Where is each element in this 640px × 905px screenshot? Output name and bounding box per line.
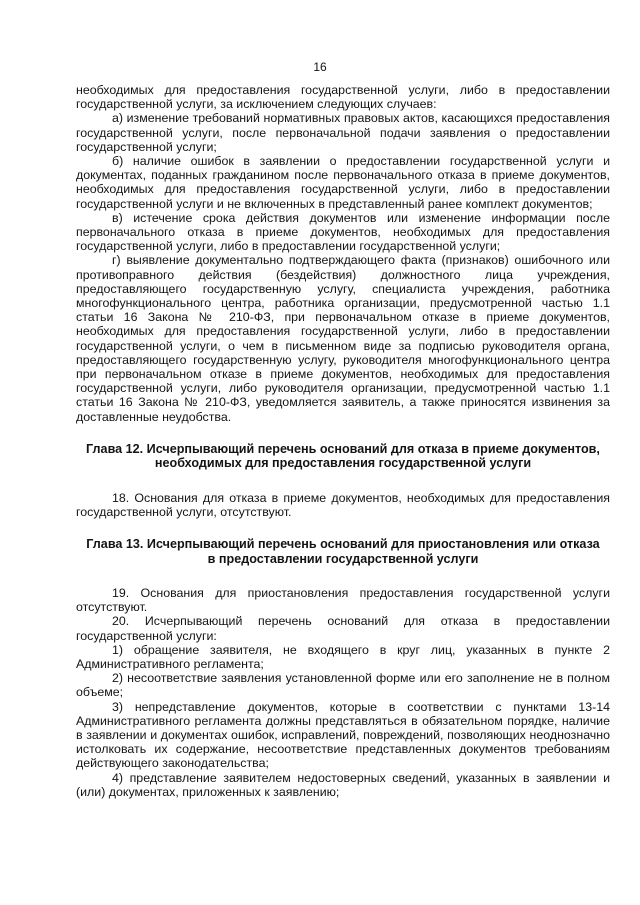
chapter-13-heading-line2: в предоставлении государственной услуги <box>207 551 479 566</box>
chapter-12-heading <box>76 442 610 471</box>
page-number: 16 <box>313 60 327 74</box>
list-item-4: 4) представление заявителем недостоверных сведений, указанных в заявлении и (или) документах, приложенных к заявлению; <box>76 770 610 799</box>
paragraph-item-b: б) наличие ошибок в заявлении о предоставлении государственной услуги и документах, поданных гражданином после первоначального отказа в приеме документов, необходимых для предоставления государственной услуги, либо в предоставлении государственной услуги и не включенных в представленный ранее комплект документов; <box>76 154 610 211</box>
chapter-13-heading <box>76 537 610 566</box>
chapter-12-heading-line1: Глава 12. Исчерпывающий перечень оснований для отказа в приеме документов, <box>86 441 600 456</box>
chapter-13-heading-line1: Глава 13. Исчерпывающий перечень оснований для приостановления или отказа <box>86 537 600 552</box>
paragraph-18: 18. Основания для отказа в приеме документов, необходимых для предоставления государственной услуги, отсутствуют. <box>76 490 610 519</box>
list-item-1: 1) обращение заявителя, не входящего в круг лиц, указанных в пункте 2 Административного регламента; <box>76 642 610 671</box>
paragraph-continuation: необходимых для предоставления государственной услуги, либо в предоставлении государственной услуги, за исключением следующих случаев: <box>76 83 610 112</box>
paragraph-20: 20. Исчерпывающий перечень оснований для отказа в предоставлении государственной услуги: <box>76 614 610 643</box>
paragraph-19: 19. Основания для приостановления предоставления государственной услуги отсутствуют. <box>76 585 610 615</box>
paragraph-item-a: а) изменение требований нормативных правовых актов, касающихся предоставления государственной услуги, после первоначальной подачи заявления о предоставлении государственной услуги; <box>76 111 610 154</box>
paragraph-item-g: г) выявление документально подтверждающего факта (признаков) ошибочного или противоправного действия (бездействия) должностного лица учреждения, предоставляющего государственную услугу, специалиста учреждения, работника многофункционального центра, работника организации, предусмотренной частью 1.1 статьи 16 Закона № 210-ФЗ, при первоначальном отказе в приеме документов, необходимых для предоставления государственной услуги, либо в предоставлении государственной услуги, о чем в письменном виде за подписью руководителя органа, предоставляющего государственную услугу, руководителя многофункционального центра при первоначальном отказе в приеме документов, необходимых для предоставления государственной услуги, либо руководителя организации, предусмотренной частью 1.1 статьи 16 Закона № 210-ФЗ, уведомляется заявитель, а также приносятся извинения за доставленные неудобства. <box>76 253 610 424</box>
paragraph-item-v: в) истечение срока действия документов или изменение информации после первоначального отказа в приеме документов, необходимых для предоставления государственной услуги, либо в предоставлении государственной услуги; <box>76 210 610 254</box>
list-item-3: 3) непредставление документов, которые в соответствии с пунктами 13-14 Административного регламента должны представляться в обязательном порядке, наличие в заявлении и документах ошибок, исправлений, повреждений, позволяющих неоднозначно истолковать их содержание, несоответствие представленных документов требованиям действующего законодательства; <box>76 699 610 771</box>
document-body <box>76 83 610 799</box>
list-item-2: 2) несоответствие заявления установленной форме или его заполнение не в полном объеме; <box>76 671 610 700</box>
chapter-12-heading-line2: необходимых для предоставления государственной услуги <box>154 456 532 471</box>
